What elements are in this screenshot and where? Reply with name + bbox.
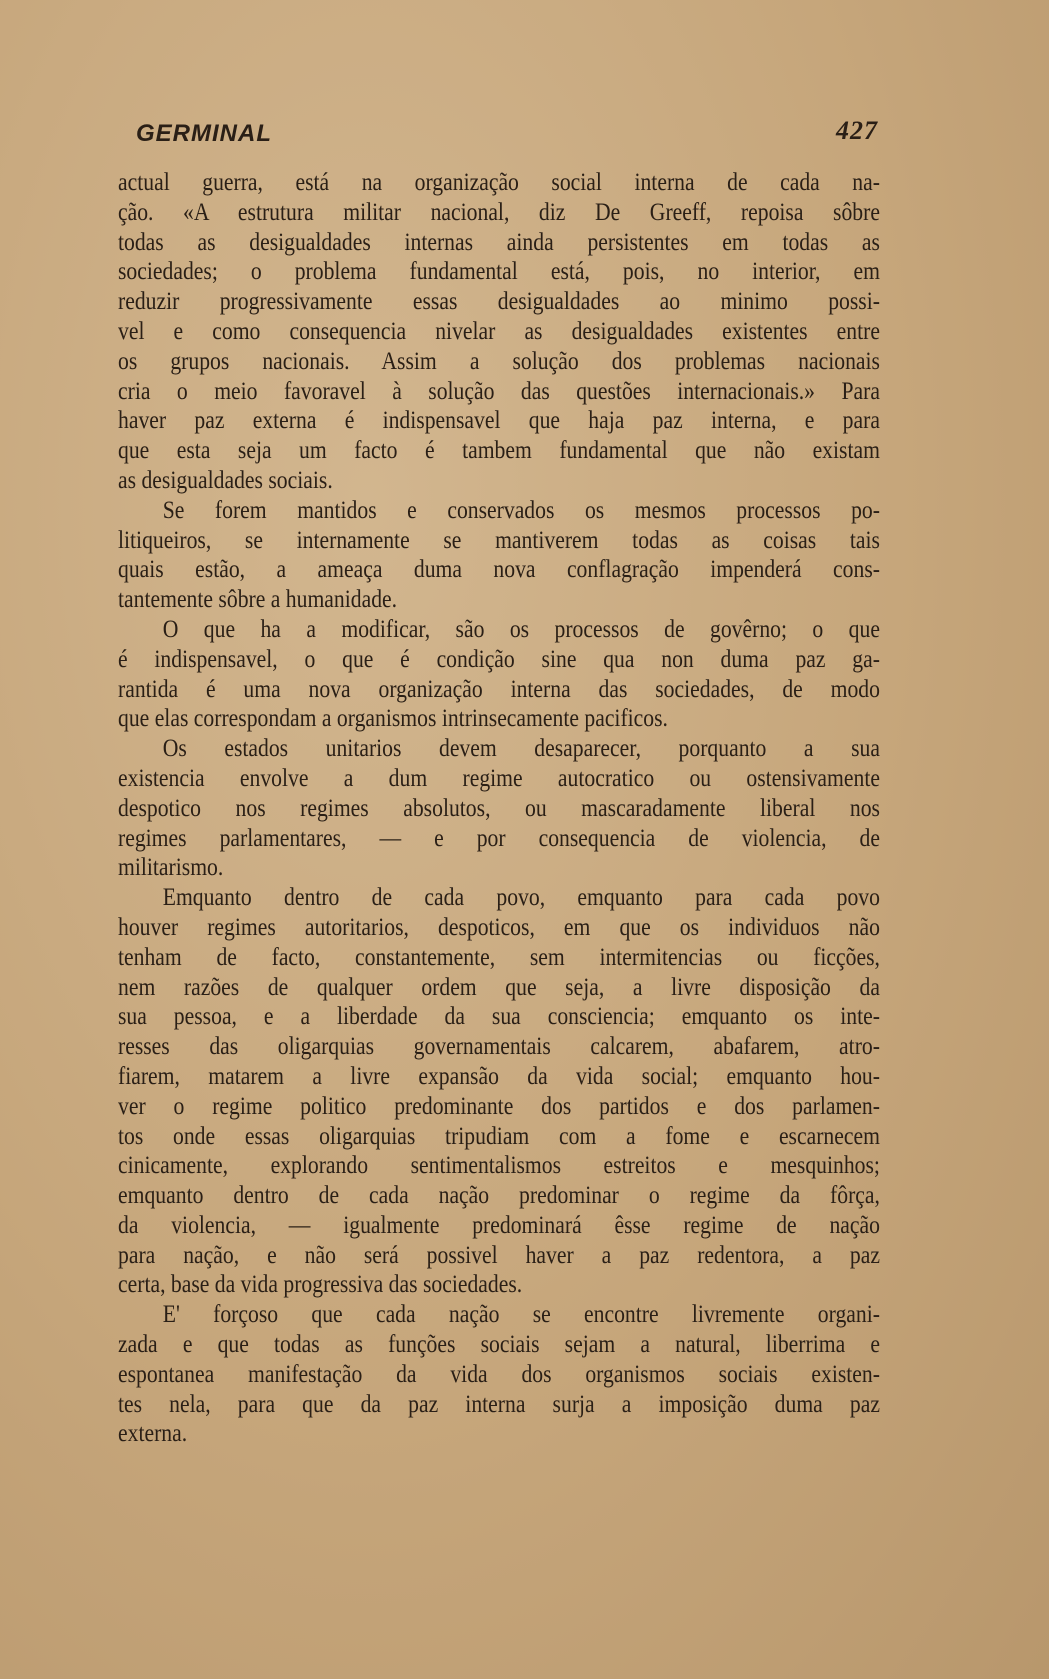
text-line: Os estados unitarios devem desaparecer, porquanto a sua xyxy=(162,735,880,763)
paragraph xyxy=(118,734,880,883)
body-text xyxy=(118,168,880,1449)
text-line: cria o meio favoravel à solução das questões internacionais.» Para xyxy=(118,377,880,405)
text-line: vel e como consequencia nivelar as desigualdades existentes entre xyxy=(118,317,880,345)
text-line: da violencia, — igualmente predominará êsse regime de nação xyxy=(118,1211,880,1239)
text-line: actual guerra, está na organização social interna de cada na- xyxy=(118,169,880,196)
text-line: que esta seja um facto é tambem fundamental que não existam xyxy=(118,437,880,465)
text-line: as desigualdades sociais. xyxy=(118,466,333,494)
text-line: O que ha a modificar, são os processos de govêrno; o que xyxy=(162,615,880,643)
text-line: tes nela, para que da paz interna surja a imposição duma paz xyxy=(118,1390,880,1418)
text-line: regimes parlamentares, — e por consequencia de violencia, de xyxy=(118,824,880,852)
text-line: que elas correspondam a organismos intrinsecamente pacificos. xyxy=(118,705,668,733)
text-line: espontanea manifestação da vida dos organismos sociais existen- xyxy=(118,1360,880,1388)
text-line: despotico nos regimes absolutos, ou mascaradamente liberal nos xyxy=(118,794,880,822)
paragraph xyxy=(118,1300,880,1449)
paragraph xyxy=(118,496,880,615)
running-header xyxy=(136,112,878,152)
text-line: fiarem, matarem a livre expansão da vida social; emquanto hou- xyxy=(118,1062,880,1090)
text-line: haver paz externa é indispensavel que haja paz interna, e para xyxy=(118,407,880,435)
text-line: Se forem mantidos e conservados os mesmos processos po- xyxy=(162,496,880,524)
running-title: GERMINAL xyxy=(136,120,272,147)
text-line: ção. «A estrutura militar nacional, diz De Greeff, repoisa sôbre xyxy=(118,198,880,226)
text-line: tantemente sôbre a humanidade. xyxy=(118,586,398,614)
text-line: militarismo. xyxy=(118,854,224,882)
paragraph xyxy=(118,168,880,496)
page-number: 427 xyxy=(836,116,878,145)
text-line: os grupos nacionais. Assim a solução dos problemas nacionais xyxy=(118,347,880,375)
text-line: tenham de facto, constantemente, sem intermitencias ou ficções, xyxy=(118,943,880,971)
text-line: para nação, e não será possivel haver a paz redentora, a paz xyxy=(118,1241,880,1269)
text-line: E' forçoso que cada nação se encontre livremente organi- xyxy=(162,1301,880,1329)
text-line: rantida é uma nova organização interna das sociedades, de modo xyxy=(118,675,880,703)
text-line: nem razões de qualquer ordem que seja, a livre disposição da xyxy=(118,973,880,1001)
text-line: certa, base da vida progressiva das sociedades. xyxy=(118,1271,523,1299)
text-line: houver regimes autoritarios, despoticos, em que os individuos não xyxy=(118,913,880,941)
text-line: resses das oligarquias governamentais calcarem, abafarem, atro- xyxy=(118,1033,880,1061)
text-line: sua pessoa, e a liberdade da sua consciencia; emquanto os inte- xyxy=(118,1003,880,1031)
paragraph xyxy=(118,883,880,1300)
text-line: litiqueiros, se internamente se mantiverem todas as coisas tais xyxy=(118,526,880,554)
text-line: zada e que todas as funções sociais sejam a natural, liberrima e xyxy=(118,1331,880,1359)
text-line: emquanto dentro de cada nação predominar o regime da fôrça, xyxy=(118,1182,880,1210)
text-line: é indispensavel, o que é condição sine qua non duma paz ga- xyxy=(118,645,880,673)
text-line: reduzir progressivamente essas desigualdades ao minimo possi- xyxy=(118,288,880,316)
text-line: quais estão, a ameaça duma nova conflagração impenderá cons- xyxy=(118,556,880,584)
text-line: tos onde essas oligarquias tripudiam com a fome e escarnecem xyxy=(118,1122,880,1150)
text-line: ver o regime politico predominante dos partidos e dos parlamen- xyxy=(118,1092,880,1120)
text-line: cinicamente, explorando sentimentalismos estreitos e mesquinhos; xyxy=(118,1152,880,1180)
text-line: existencia envolve a dum regime autocratico ou ostensivamente xyxy=(118,764,880,792)
text-line: Emquanto dentro de cada povo, emquanto para cada povo xyxy=(162,884,880,912)
text-line: externa. xyxy=(118,1420,188,1448)
text-line: todas as desigualdades internas ainda persistentes em todas as xyxy=(118,228,880,256)
text-line: sociedades; o problema fundamental está, pois, no interior, em xyxy=(118,258,880,286)
paragraph xyxy=(118,615,880,734)
